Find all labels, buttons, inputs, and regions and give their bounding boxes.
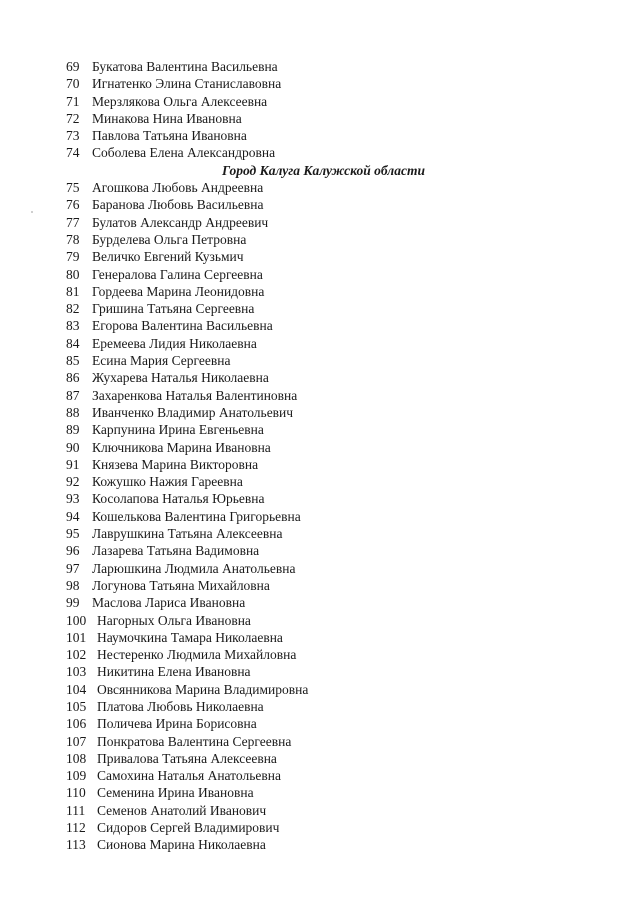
list-item-number: 70 [66, 76, 80, 92]
list-item [0, 231, 640, 248]
list-item [0, 663, 640, 680]
list-item-number: 77 [66, 214, 80, 230]
list-item-number: 83 [66, 318, 80, 334]
list-item [0, 421, 640, 438]
list-item-name: Генералова Галина Сергеевна [92, 266, 263, 282]
list-item [0, 577, 640, 594]
list-item-name: Ларюшкина Людмила Анатольевна [92, 560, 296, 576]
list-item [0, 525, 640, 542]
list-item-name: Иванченко Владимир Анатольевич [92, 404, 294, 420]
list-item-name: Лаврушкина Татьяна Алексеевна [92, 526, 283, 542]
list-item-number: 94 [66, 508, 80, 524]
list-item [0, 93, 640, 110]
list-item-number: 89 [66, 422, 80, 438]
list-item-name: Мерзлякова Ольга Алексеевна [92, 93, 268, 109]
list-item-name: Сидоров Сергей Владимирович [97, 820, 280, 836]
list-item-number: 97 [66, 560, 80, 576]
name-list [0, 58, 640, 854]
list-item-name: Ключникова Марина Ивановна [92, 439, 271, 455]
list-item-name: Семенов Анатолий Иванович [97, 802, 267, 818]
list-item-name: Платова Любовь Николаевна [97, 698, 264, 714]
list-item [0, 646, 640, 663]
list-item-number: 98 [66, 577, 80, 593]
list-item-number: 84 [66, 335, 80, 351]
list-item-number: 108 [66, 750, 87, 766]
list-item-name: Баранова Любовь Васильевна [92, 197, 264, 213]
list-item-name: Карпунина Ирина Евгеньевна [92, 422, 264, 438]
list-item-number: 82 [66, 301, 80, 317]
list-item-number: 112 [66, 820, 86, 836]
list-item [0, 612, 640, 629]
list-item-name: Жухарева Наталья Николаевна [92, 370, 269, 386]
list-group-after [0, 179, 640, 854]
list-item-name: Игнатенко Элина Станиславовна [92, 76, 282, 92]
list-item-number: 69 [66, 59, 80, 74]
list-item [0, 317, 640, 334]
list-item-name: Еремеева Лидия Николаевна [92, 335, 257, 351]
list-item-number: 103 [66, 664, 87, 680]
list-item-number: 104 [66, 681, 87, 697]
list-item-number: 76 [66, 197, 80, 213]
list-item [0, 784, 640, 801]
list-item-name: Кошелькова Валентина Григорьевна [92, 508, 301, 524]
list-item-name: Нестеренко Людмила Михайловна [97, 647, 297, 663]
list-item-number: 79 [66, 249, 80, 265]
list-item [0, 369, 640, 386]
list-item-name: Овсянникова Марина Владимировна [97, 681, 309, 697]
list-item-number: 73 [66, 128, 80, 144]
list-item-number: 90 [66, 439, 80, 455]
list-item-number: 88 [66, 404, 80, 420]
list-item-name: Нагорных Ольга Ивановна [97, 612, 251, 628]
list-item-number: 95 [66, 526, 80, 542]
list-item-number: 93 [66, 491, 80, 507]
list-item [0, 110, 640, 127]
list-item-name: Захаренкова Наталья Валентиновна [92, 387, 298, 403]
list-item-number: 81 [66, 283, 80, 299]
list-item-number: 109 [66, 768, 87, 784]
list-item [0, 819, 640, 836]
list-item-name: Понкратова Валентина Сергеевна [97, 733, 292, 749]
list-item [0, 594, 640, 611]
list-item-number: 102 [66, 647, 87, 663]
list-item-number: 100 [66, 612, 87, 628]
list-item-name: Поличева Ирина Борисовна [97, 716, 257, 732]
list-item-number: 106 [66, 716, 87, 732]
list-item [0, 836, 640, 853]
list-item [0, 767, 640, 784]
list-item-number: 105 [66, 698, 87, 714]
list-item-name: Никитина Елена Ивановна [97, 664, 251, 680]
list-item [0, 214, 640, 231]
list-item-number: 71 [66, 93, 80, 109]
list-item-number: 80 [66, 266, 80, 282]
list-item [0, 387, 640, 404]
list-item-name: Привалова Татьяна Алексеевна [97, 750, 277, 766]
list-item [0, 560, 640, 577]
list-item [0, 196, 640, 213]
list-item-number: 72 [66, 110, 80, 126]
list-item [0, 456, 640, 473]
list-item [0, 266, 640, 283]
list-item-number: 113 [66, 837, 86, 853]
list-item [0, 179, 640, 196]
list-item-number: 96 [66, 543, 80, 559]
list-item-name: Букатова Валентина Васильевна [92, 59, 278, 74]
list-item-name: Гришина Татьяна Сергеевна [92, 301, 255, 317]
list-item-name: Агошкова Любовь Андреевна [92, 180, 264, 196]
list-item [0, 698, 640, 715]
section-heading [0, 162, 640, 179]
list-item [0, 439, 640, 456]
list-item [0, 58, 640, 75]
list-item [0, 473, 640, 490]
list-item-name: Самохина Наталья Анатольевна [97, 768, 281, 784]
list-item-number: 111 [66, 802, 86, 818]
list-item [0, 283, 640, 300]
list-item [0, 248, 640, 265]
list-item-name: Павлова Татьяна Ивановна [92, 128, 247, 144]
list-item-name: Гордеева Марина Леонидовна [92, 283, 265, 299]
list-item [0, 750, 640, 767]
list-item-name: Логунова Татьяна Михайловна [92, 577, 270, 593]
list-item [0, 300, 640, 317]
section-heading-text: Город Калуга Калужской области [222, 162, 425, 178]
list-item [0, 490, 640, 507]
list-item-number: 86 [66, 370, 80, 386]
list-item [0, 802, 640, 819]
list-item-name: Есина Мария Сергеевна [92, 353, 231, 369]
list-group-before [0, 58, 640, 162]
list-item-name: Минакова Нина Ивановна [92, 110, 242, 126]
list-item-number: 74 [66, 145, 80, 161]
list-item-name: Косолапова Наталья Юрьевна [92, 491, 265, 507]
list-item-number: 107 [66, 733, 87, 749]
list-item-number: 91 [66, 456, 80, 472]
list-item [0, 144, 640, 161]
list-item [0, 733, 640, 750]
list-item-number: 101 [66, 629, 87, 645]
list-item [0, 542, 640, 559]
list-item [0, 629, 640, 646]
list-item-name: Величко Евгений Кузьмич [92, 249, 244, 265]
list-item-name: Сионова Марина Николаевна [97, 837, 266, 853]
list-item [0, 508, 640, 525]
list-item-number: 99 [66, 595, 80, 611]
list-item-name: Князева Марина Викторовна [92, 456, 259, 472]
list-item-name: Лазарева Татьяна Вадимовна [92, 543, 260, 559]
list-item [0, 75, 640, 92]
list-item [0, 404, 640, 421]
list-item-number: 110 [66, 785, 86, 801]
list-item-number: 78 [66, 231, 80, 247]
list-item-number: 87 [66, 387, 80, 403]
list-item-number: 85 [66, 353, 80, 369]
list-item-name: Егорова Валентина Васильевна [92, 318, 273, 334]
list-item-name: Кожушко Нажия Гареевна [92, 474, 243, 490]
list-item [0, 715, 640, 732]
list-item [0, 681, 640, 698]
list-item-name: Булатов Александр Андреевич [92, 214, 269, 230]
list-item-name: Семенина Ирина Ивановна [97, 785, 254, 801]
list-item-number: 92 [66, 474, 80, 490]
list-item [0, 127, 640, 144]
list-item-number: 75 [66, 180, 80, 196]
list-item [0, 352, 640, 369]
list-item-name: Соболева Елена Александровна [92, 145, 276, 161]
list-item [0, 335, 640, 352]
list-item-name: Бурделева Ольга Петровна [92, 231, 247, 247]
list-item-name: Маслова Лариса Ивановна [92, 595, 246, 611]
list-item-name: Наумочкина Тамара Николаевна [97, 629, 283, 645]
